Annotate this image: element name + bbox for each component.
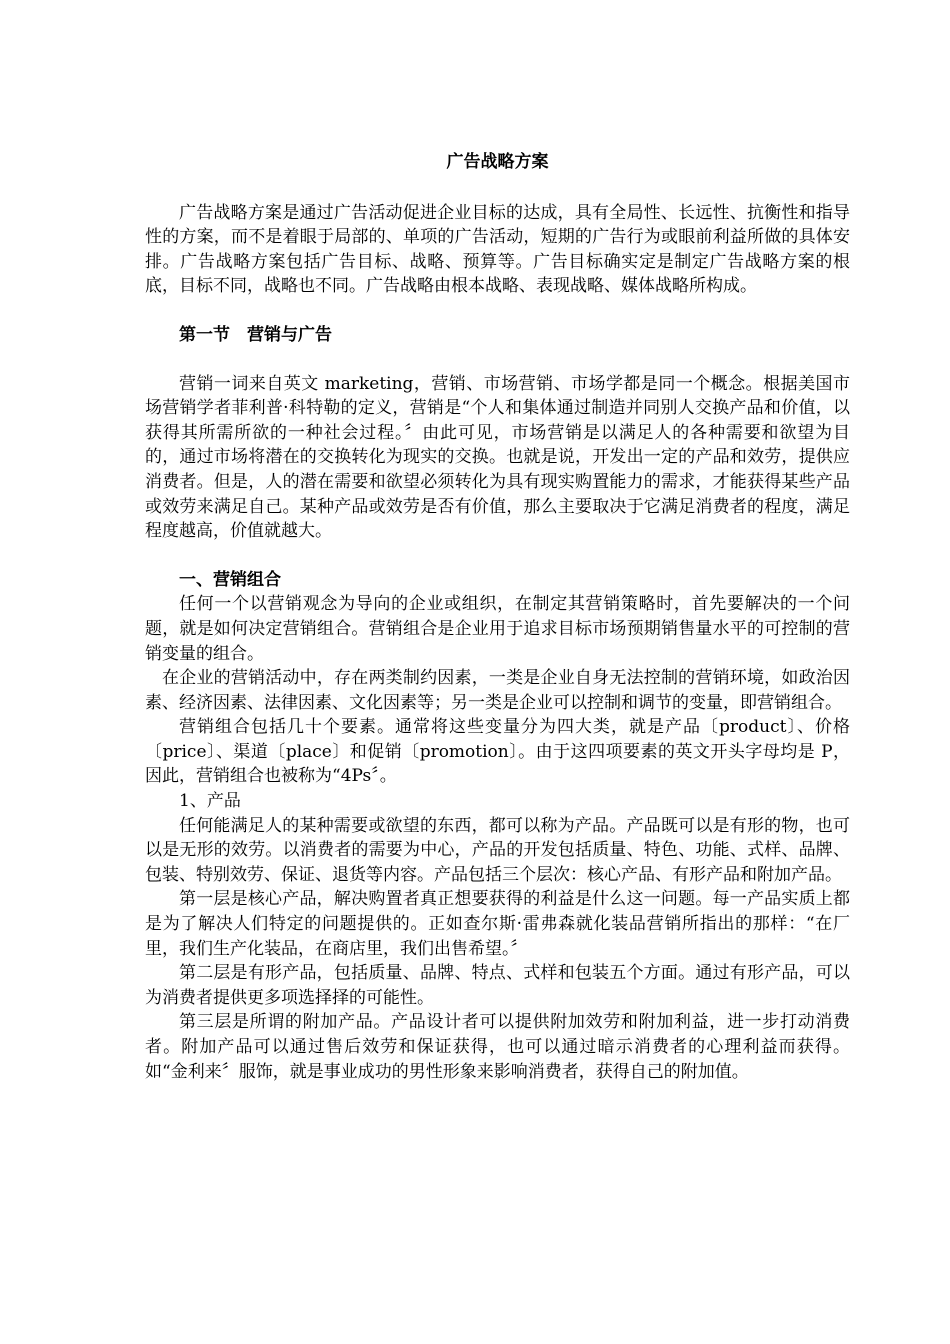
paragraph: 第三层是所谓的附加产品。产品设计者可以提供附加效劳和附加利益，进一步打动消费者。附加产品可以通过售后效劳和保证获得，也可以通过暗示消费者的心理利益而获得。如“金利来〞服饰，就是事业成功的男性形象来影响消费者，获得自己的附加值。 [145,1012,850,1082]
spacer [145,348,850,372]
document-title: 广告战略方案 [446,152,549,172]
section-heading: 第一节 营销与广告 [179,324,332,345]
paragraph: 第二层是有形产品，包括质量、品牌、特点、式样和包装五个方面。通过有形产品，可以为消费者提供更多项选择择的可能性。 [145,963,850,1008]
intro-paragraph: 广告战略方案是通过广告活动促进企业目标的达成，具有全局性、长远性、抗衡性和指导性的方案，而不是着眼于局部的、单项的广告活动，短期的广告行为或眼前利益所做的具体安排。广告战略方案包括广告目标、战略、预算等。广告目标确实定是制定广告战略方案的根底，目标不同，战略也不同。广告战略由根本战略、表现战略、媒体战略所构成。 [145,202,850,297]
paragraph: 第一层是核心产品，解决购置者真正想要获得的利益是什么这一问题。每一产品实质上都是为了解决人们特定的问题提供的。正如查尔斯·雷弗森就化装品营销所指出的那样：“在厂里，我们生产化装品，在商店里，我们出售希望。〞 [145,889,850,959]
spacer [145,299,850,323]
paragraph: 任何能满足人的某种需要或欲望的东西，都可以称为产品。产品既可以是有形的物，也可以是无形的效劳。以消费者的需要为中心，产品的开发包括质量、特色、功能、式样、品牌、包装、特别效劳、保证、退货等内容。产品包括三个层次：核心产品、有形产品和附加产品。 [145,815,850,885]
paragraph: 营销组合包括几十个要素。通常将这些变量分为四大类，就是产品〔product〕、价格〔price〕、渠道〔place〕和促销〔promotion〕。由于这四项要素的英文开头字母均是 P，因此，营销组合也被称为“4Ps〞。 [145,717,850,787]
document-body [145,150,850,1084]
section-paragraph: 营销一词来自英文 marketing，营销、市场营销、市场学都是同一个概念。根据美国市场营销学者菲利普·科特勒的定义，营销是“个人和集体通过制造并同别人交换产品和价值，以获得其所需所欲的一种社会过程。〞由此可见，市场营销是以满足人的各种需要和欲望为目的，通过市场将潜在的交换转化为现实的交换。也就是说，开发出一定的产品和效劳，提供应消费者。但是，人的潜在需要和欲望必须转化为具有现实购置能力的需求，才能获得某些产品或效劳来满足自己。某种产品或效劳是否有价值，那么主要取决于它满足消费者的程度，满足程度越高，价值就越大。 [145,373,850,542]
item-label: 1、产品 [179,791,241,812]
spacer [145,544,850,568]
paragraph: 任何一个以营销观念为导向的企业或组织，在制定其营销策略时，首先要解决的一个问题，就是如何决定营销组合。营销组合是企业用于追求目标市场预期销售量水平的可控制的营销变量的组合。 [145,594,850,664]
subsection-heading: 一、营销组合 [179,569,281,590]
paragraph: 在企业的营销活动中，存在两类制约因素，一类是企业自身无法控制的营销环境，如政治因素、经济因素、法律因素、文化因素等；另一类是企业可以控制和调节的变量，即营销组合。 [145,668,850,713]
